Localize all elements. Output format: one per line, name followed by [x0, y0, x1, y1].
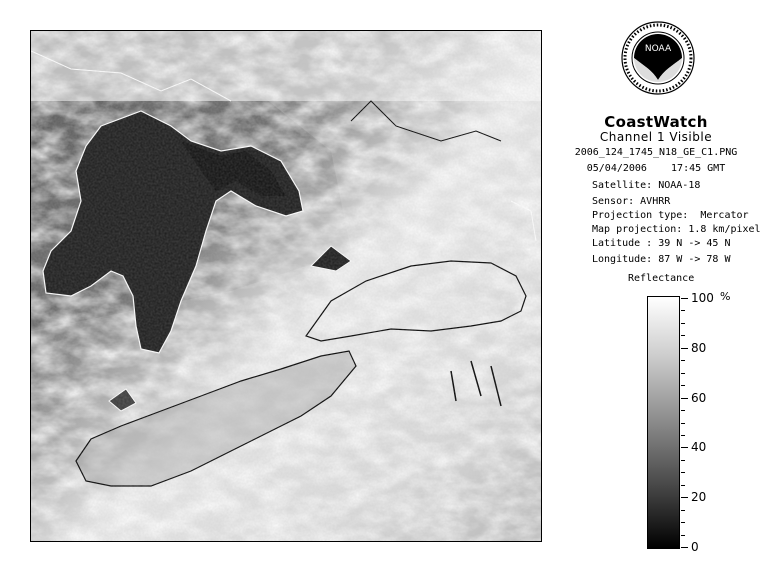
colorbar-major-tick: [681, 447, 688, 448]
colorbar-minor-tick: [681, 335, 685, 336]
colorbar-minor-tick: [681, 310, 685, 311]
colorbar-tick-label: 100: [691, 291, 714, 305]
colorbar-tick-label: 60: [691, 390, 707, 405]
colorbar-tick-label: 40: [691, 440, 707, 455]
colorbar-tick-label: 20: [691, 490, 707, 505]
longitude-label: Longitude: 87 W -> 78 W: [592, 254, 731, 265]
colorbar-minor-tick: [681, 535, 685, 536]
noaa-emblem-icon: [620, 18, 696, 106]
noaa-logo-svg: [620, 18, 696, 106]
filename-label: 2006_124_1745_N18_GE_C1.PNG: [574, 147, 738, 158]
colorbar-minor-tick: [681, 485, 685, 486]
colorbar-minor-tick: [681, 373, 685, 374]
sensor-label: Sensor: AVHRR: [592, 196, 671, 207]
colorbar-major-tick: [681, 298, 688, 299]
colorbar-minor-tick: [681, 510, 685, 511]
colorbar-major-tick: [681, 547, 688, 548]
channel-label: Channel 1 Visible: [599, 130, 713, 144]
datetime-label: 05/04/2006 17:45 GMT: [586, 163, 726, 174]
colorbar-minor-tick: [681, 360, 685, 361]
colorbar-major-tick: [681, 497, 688, 498]
colorbar-minor-tick: [681, 323, 685, 324]
satellite-image: [30, 30, 542, 542]
colorbar-major-tick: [681, 348, 688, 349]
colorbar-tick-label: 0: [691, 540, 699, 554]
reflectance-colorbar: [647, 296, 680, 549]
colorbar-minor-tick: [681, 460, 685, 461]
colorbar-minor-tick: [681, 435, 685, 436]
colorbar-major-tick: [681, 398, 688, 399]
satellite-label: Satellite: NOAA-18: [592, 180, 701, 191]
colorbar-unit: %: [720, 290, 731, 303]
colorbar-minor-tick: [681, 410, 685, 411]
map-projection-label: Map projection: 1.8 km/pixel: [592, 224, 761, 235]
colorbar-title: Reflectance: [628, 273, 695, 284]
colorbar-minor-tick: [681, 522, 685, 523]
logo-text: NOAA: [644, 44, 672, 54]
projection-type-label: Projection type: Mercator: [592, 210, 749, 221]
colorbar-tick-label: 80: [691, 340, 707, 355]
colorbar-minor-tick: [681, 385, 685, 386]
colorbar-minor-tick: [681, 472, 685, 473]
latitude-label: Latitude : 39 N -> 45 N: [592, 238, 731, 249]
colorbar-minor-tick: [681, 423, 685, 424]
satellite-image-svg: [31, 31, 541, 541]
brand-title: CoastWatch: [604, 113, 708, 131]
